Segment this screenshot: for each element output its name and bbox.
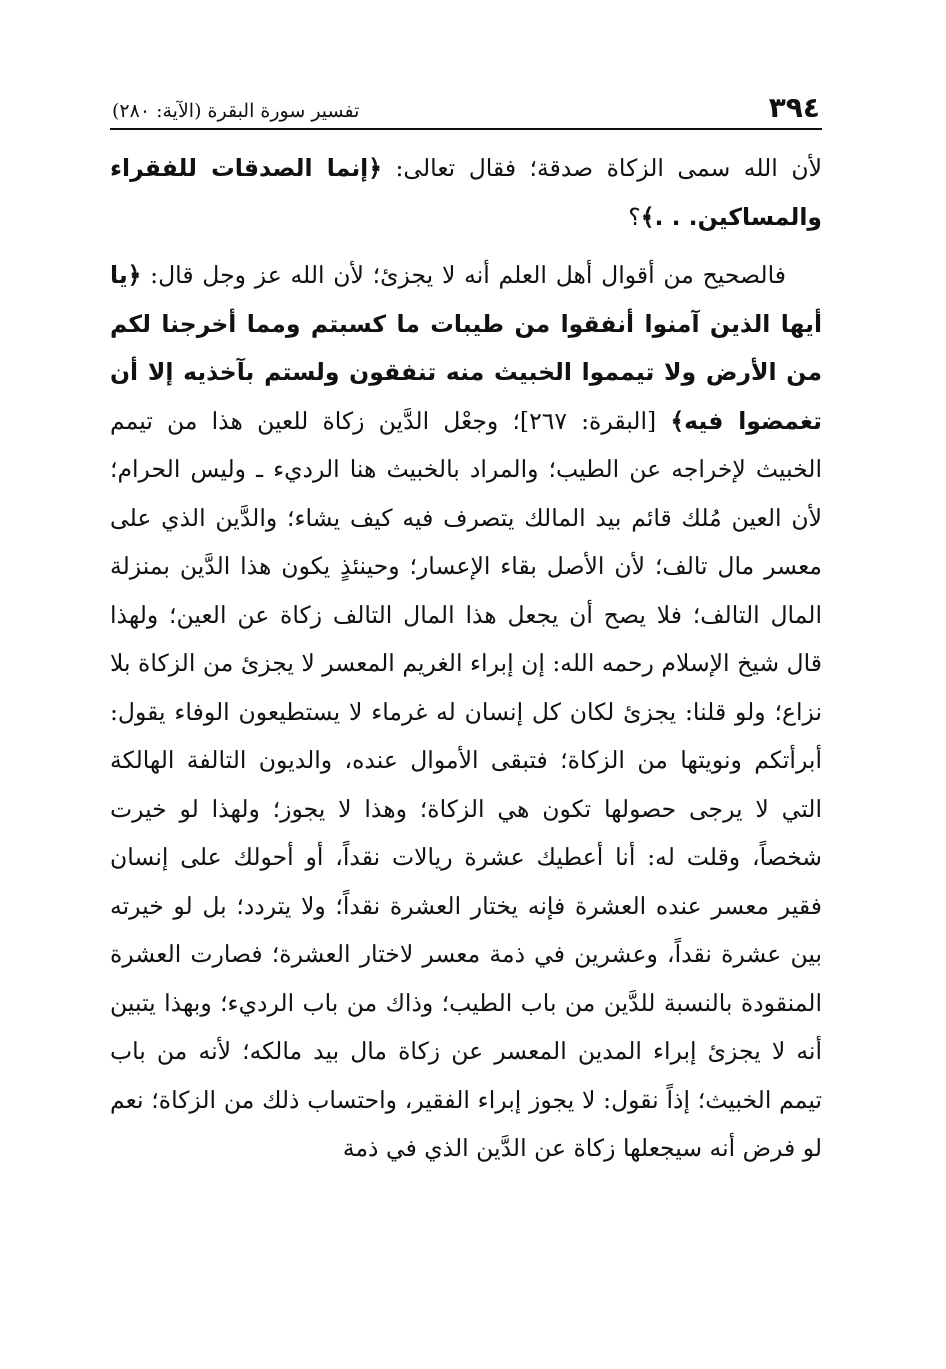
paragraph-2 [110,251,822,1173]
quote-close-bracket: ﴾ [640,202,655,231]
body-text [110,144,822,1173]
paragraph-1-end: ؟ [628,202,641,231]
quote-open-bracket: ﴿ [127,261,142,289]
paragraph-1 [110,144,822,241]
book-page [110,78,822,1173]
quran-quote-2: يا أيها الذين آمنوا أنفقوا من طيبات ما كسبتم ومما أخرجنا لكم من الأرض ولا تيمموا الخبيث منه تنفقون ولستم بآخذيه إلا أن تغمضوا فيه [110,261,823,435]
quote-open-bracket: ﴿ [368,154,383,182]
quran-quote-1: إنما الصدقات للفقراء والمساكين. . . [110,154,822,231]
paragraph-2-body: [البقرة: ٢٦٧]؛ وجعْل الدَّين زكاة للعين هذا من تيمم الخبيث لإخراجه عن الطيب؛ والمراد بالخبيث هنا الرديء ـ وليس الحرام؛ لأن العين مُلك قائم بيد المالك يتصرف فيه كيف يشاء؛ والدَّين الذي على معسر مال تالف؛ لأن الأصل بقاء الإعسار؛ وحينئذٍ يكون هذا الدَّين بمنزلة المال التالف؛ فلا يصح أن يجعل هذا المال التالف زكاة عن العين؛ ولهذا قال شيخ الإسلام رحمه الله: إن إبراء الغريم المعسر لا يجزئ من الزكاة بلا نزاع؛ ولو قلنا: يجزئ لكان كل إنسان له غرماء لا يستطيعون الوفاء يقول: أبرأتكم ونويتها من الزكاة؛ فتبقى الأموال عنده، والديون التالفة الهالكة التي لا يرجى حصولها تكون هي الزكاة؛ وهذا لا يجوز؛ ولهذا لو خيرت شخصاً، وقلت له: أنا أعطيك عشرة ريالات نقداً، أو أحولك على إنسان فقير معسر عنده العشرة فإنه يختار العشرة نقداً؛ ولا يتردد؛ بل لو خيرته بين عشرة نقداً، وعشرين في ذمة معسر لاختار العشرة؛ فصارت العشرة المنقودة بالنسبة للدَّين من باب الطيب؛ وذاك من باب الرديء؛ وبهذا يتبين أنه لا يجزئ إبراء المدين المعسر عن زكاة مال بيد مالكه؛ لأنه من باب تيمم الخبيث؛ إذاً نقول: لا يجوز إبراء الفقير، واحتساب ذلك من الزكاة؛ نعم لو فرض أنه سيجعلها زكاة عن الدَّين الذي في ذمة [110,406,822,1162]
page-header [110,78,822,130]
quote-close-bracket: ﴾ [670,406,685,435]
paragraph-1-intro: لأن الله سمى الزكاة صدقة؛ فقال تعالى: [382,154,822,182]
running-title: تفسير سورة البقرة (الآية: ٢٨٠) [112,100,360,122]
page-number: ٣٩٤ [768,91,820,124]
paragraph-2-intro: فالصحيح من أقوال أهل العلم أنه لا يجزئ؛ لأن الله عز وجل قال: [141,261,786,289]
